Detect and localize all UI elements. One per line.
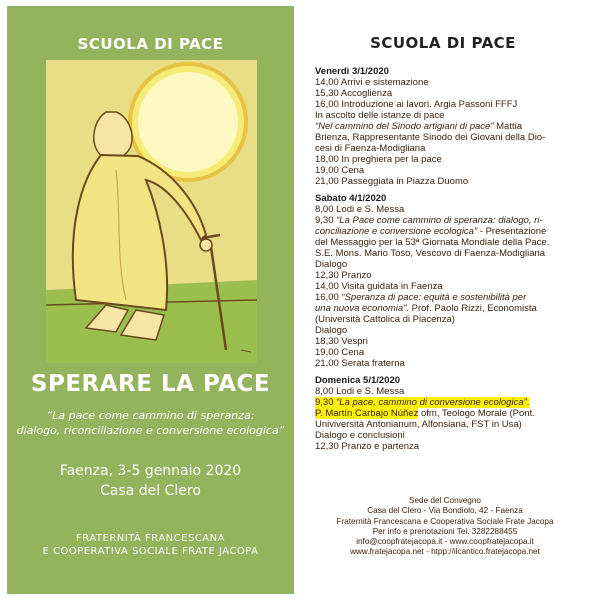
schedule-line: Dialogo — [315, 325, 348, 336]
pilgrim-hand — [200, 239, 212, 251]
schedule-line: 14,00 Visita guidata in Faenza — [315, 281, 443, 292]
cover-panel — [7, 6, 294, 594]
pilgrim-head — [94, 112, 132, 159]
schedule-line-highlighted: 9,30 “La pace, cammino di conversione ecologica”. — [315, 397, 530, 408]
schedule-line: 15,30 Accoglienza — [315, 88, 393, 99]
footer-line: info@coopfratejacopa.it - www.coopfratejacopa.it — [356, 537, 534, 547]
footer-line: Per info e prenotazioni Tel. 3282288455 — [372, 526, 518, 536]
schedule-line: 16,00 “Speranza di pace: equità e sostenibilità per — [315, 292, 527, 303]
schedule-line: In ascolto delle istanze di pace — [315, 110, 445, 121]
pilgrim-illustration — [46, 60, 257, 363]
schedule-line: Univiversità Antonianum, Alfonsiana, FST in Usa) — [315, 419, 522, 430]
footer-line: Fraternità Francescana e Cooperativa Sociale Frate Jacopa — [336, 516, 554, 526]
schedule-line: 12,30 Pranzo e partenza — [315, 441, 420, 452]
program-schedule — [315, 66, 585, 452]
schedule-line: 19,00 Cena — [315, 347, 365, 358]
schedule-line: 21,00 Serata fraterna — [315, 358, 405, 369]
footer-line: www.fratejacopa.net - htpp://ilcantico.fratejacopa.net — [350, 547, 540, 557]
organizer-line: E COOPERATIVA SOCIALE FRATE JACOPA — [42, 546, 259, 557]
organizer-line: FRATERNITÀ FRANCESCANA — [76, 533, 225, 544]
schedule-line: 8,00 Lodi e S. Messa — [315, 204, 405, 215]
day-heading: Domenica 5/1/2020 — [315, 375, 401, 386]
footer-line: Casa del Clero - Via Bondiolo, 42 - Faenza — [367, 506, 523, 516]
schedule-line: conciliazione e conversione ecologica” - Presentazione — [315, 226, 547, 237]
schedule-line: 14,00 Arrivi e sistemazione — [315, 77, 429, 88]
schedule-line: P. Martín Carbajo Núñez ofm, Teologo Morale (Pont. — [315, 408, 535, 419]
day-heading: Sabato 4/1/2020 — [315, 193, 387, 204]
event-venue: Casa del Clero — [100, 483, 201, 499]
schedule-line: del Messaggio per la 53ª Giornata Mondiale della Pace. — [315, 237, 550, 248]
schedule-line: 21,00 Passeggiata in Piazza Duomo — [315, 176, 469, 187]
program-panel — [297, 6, 593, 594]
event-title: SPERARE LA PACE — [30, 371, 271, 397]
schedule-line: cesi di Faenza-Modigliana — [315, 143, 426, 154]
schedule-line: (Università Cattolica di Piacenza) — [315, 314, 455, 325]
school-label: SCUOLA DI PACE — [77, 35, 224, 53]
schedule-line: una nuova economia”. Prof. Paolo Rizzi, Economista — [315, 303, 537, 314]
sun-core — [138, 72, 238, 172]
schedule-line: Dialogo — [315, 259, 348, 270]
day-heading: Venerdì 3/1/2020 — [315, 66, 389, 77]
event-subtitle — [7, 408, 294, 438]
schedule-line: Brienza, Rappresentante Sinodo dei Giovani della Dio- — [315, 132, 546, 143]
schedule-line: S.E. Mons. Mario Toso, Vescovo di Faenza-Modigliana — [315, 248, 546, 259]
subtitle-line: “La pace come cammino di speranza: — [46, 409, 255, 422]
venue-contact-footer — [297, 496, 593, 558]
subtitle-line: dialogo, riconciliazione e conversione ecologica” — [16, 424, 285, 437]
program-title: SCUOLA DI PACE — [370, 34, 516, 52]
event-date: Faenza, 3-5 gennaio 2020 — [59, 463, 242, 479]
schedule-line: “Nel cammino del Sinodo artigiani di pace” Mattia — [315, 121, 522, 132]
schedule-line: 8,00 Lodi e S. Messa — [315, 386, 405, 397]
schedule-line: 18,30 Vespri — [315, 336, 368, 347]
schedule-line: Dialogo e conclusioni — [315, 430, 405, 441]
schedule-line: 12,30 Pranzo — [315, 270, 372, 281]
footer-line: Sede del Convegno — [409, 496, 481, 505]
schedule-line: 9,30 “La Pace come cammino di speranza: dialogo, ri- — [315, 215, 543, 226]
schedule-line: 18,00 In preghiera per la pace — [315, 154, 442, 165]
schedule-line: 16,00 Introduzione ai lavori. Argia Passoni FFFJ — [315, 99, 518, 110]
schedule-line: 19,00 Cena — [315, 165, 365, 176]
